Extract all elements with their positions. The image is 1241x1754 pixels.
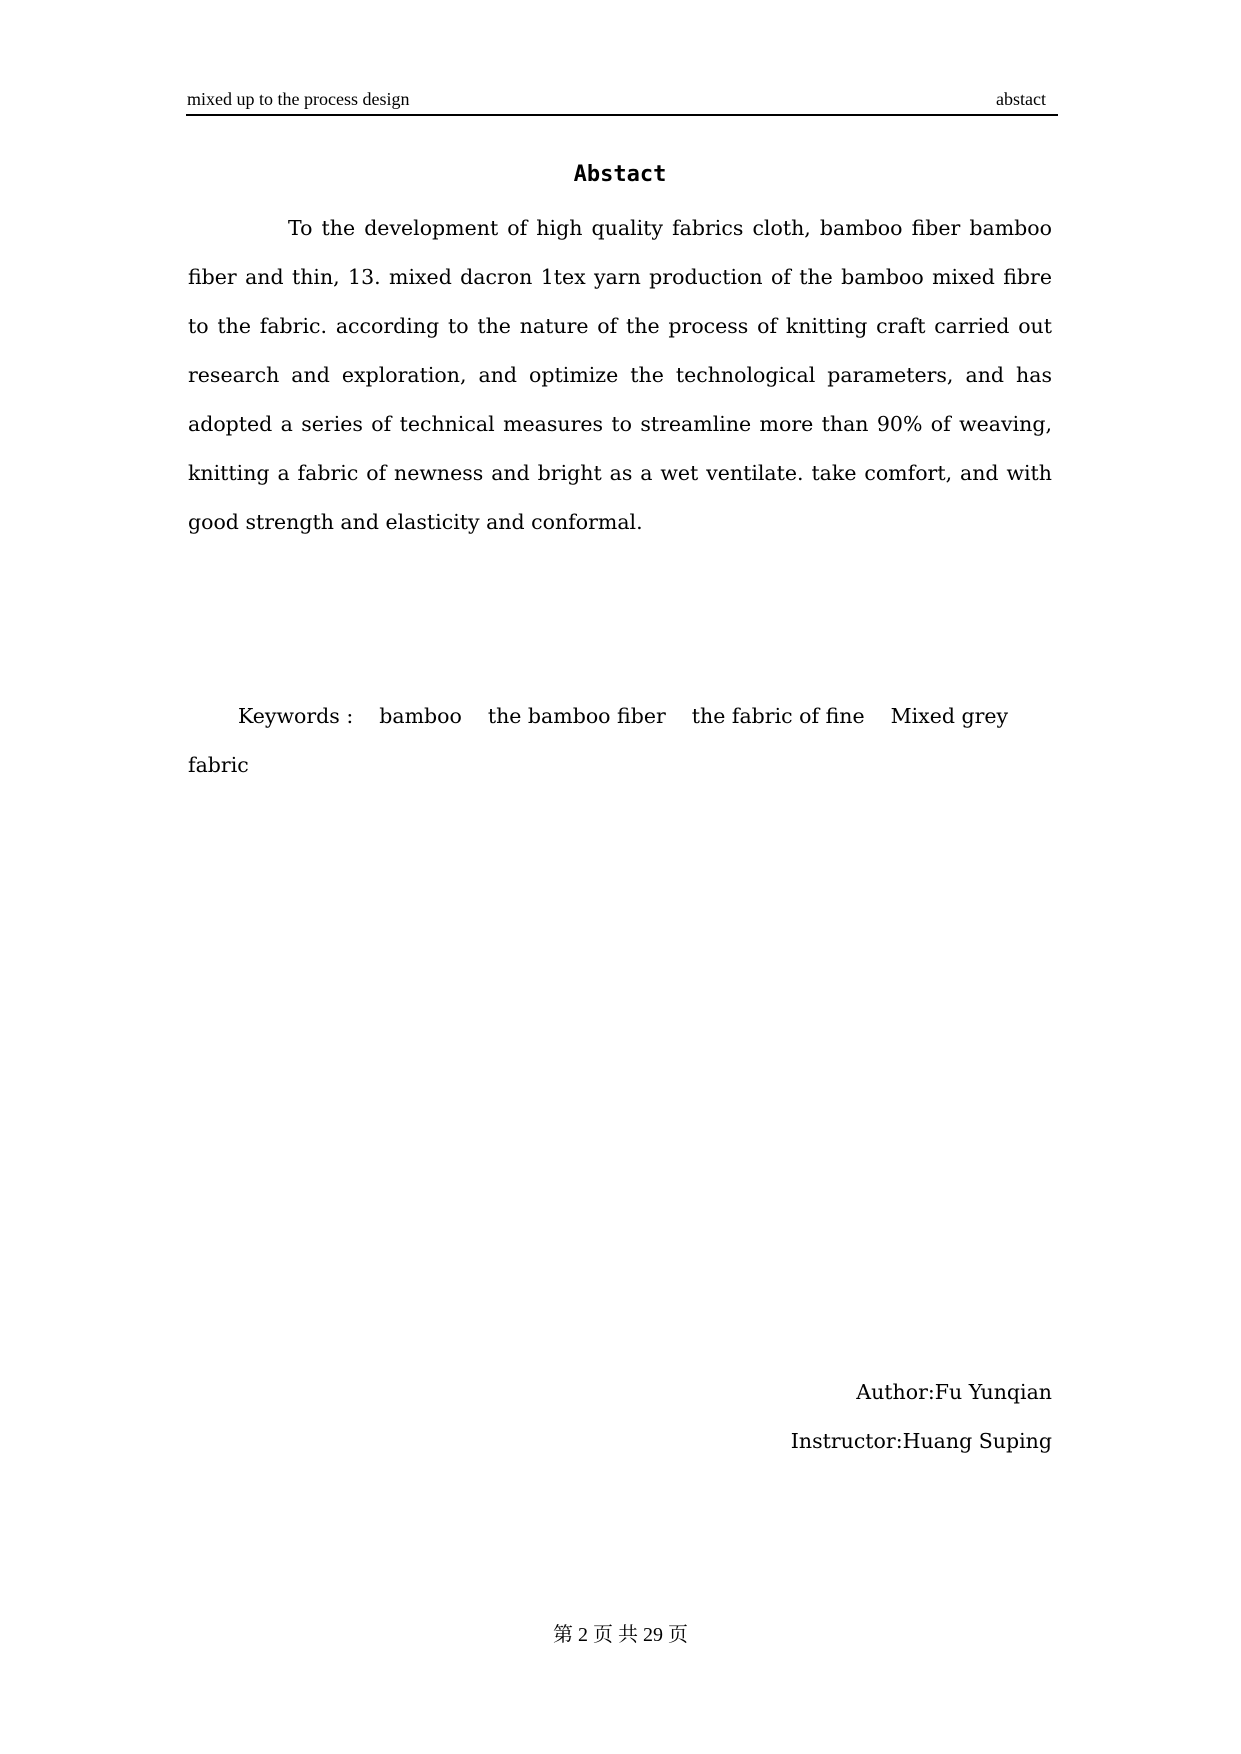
keyword-item: bamboo [379,704,462,728]
abstract-title: Abstact [573,162,667,187]
header-section: abstact [996,89,1046,109]
header-title: mixed up to the process design [187,89,410,109]
keywords-line [188,692,1088,741]
keyword-item: the bamboo fiber [487,704,666,728]
author-block [600,1368,1052,1466]
abstract-body: To the development of high quality fabrics cloth, bamboo fiber bamboo fiber and thin, 13. mixed dacron 1tex yarn production of the bamboo mixed fibre to the fabric. according to the nature of the process of knitting craft carried out research and exploration, and optimize the technological parameters, and has adopted a series of technical measures to streamline more than 90% of weaving, knitting a fabric of newness and bright as a wet ventilate. take comfort, and with good strength and elasticity and conformal. [188,216,1052,534]
keywords-label: Keywords : [238,704,354,728]
keyword-item: Mixed grey [890,704,1009,728]
instructor-line: Instructor:Huang Suping [790,1429,1052,1453]
keyword-item: the fabric of fine [691,704,865,728]
author-line: Author:Fu Yunqian [856,1380,1052,1404]
page-header [186,88,1058,116]
page-number: 第 2 页 共 29 页 [553,1624,688,1646]
keywords-continued: fabric [188,753,249,777]
keywords-section [188,692,1088,790]
